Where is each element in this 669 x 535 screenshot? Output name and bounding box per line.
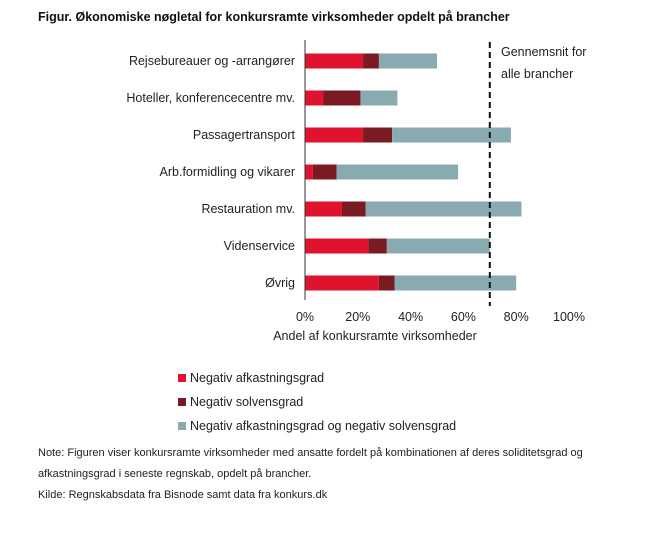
category-label: Hoteller, konferencecentre mv. [126, 91, 295, 105]
source-line: Kilde: Regnskabsdata fra Bisnode samt data fra konkurs.dk [38, 489, 328, 501]
note-line: afkastningsgrad i seneste regnskab, opdelt på brancher. [38, 468, 312, 480]
bar-segment-negativ-afkastningsgrad-og-negativ-solvensgrad [392, 128, 511, 143]
legend-item-both-negative [178, 414, 456, 438]
bar-segment-negativ-afkastningsgrad [305, 202, 342, 217]
x-tick-label: 60% [450, 310, 476, 324]
bar-segment-negativ-solvensgrad [368, 239, 386, 254]
x-tick-label: 20% [345, 310, 371, 324]
chart-legend [178, 366, 456, 438]
bar-segment-negativ-solvensgrad [379, 276, 395, 291]
bar-segment-negativ-afkastningsgrad [305, 128, 363, 143]
legend-item-negativ-afkastningsgrad [178, 366, 456, 390]
legend-swatch-red [178, 374, 186, 382]
x-tick-label: 40% [398, 310, 424, 324]
legend-swatch-teal [178, 422, 186, 430]
chart-title: Figur. Økonomiske nøgletal for konkursramte virksomheder opdelt på brancher [38, 10, 510, 24]
x-tick-label: 0% [295, 310, 315, 324]
category-label: Arb.formidling og vikarer [159, 165, 295, 179]
reference-label-line2: alle brancher [501, 67, 574, 81]
legend-label: Negativ afkastningsgrad og negativ solvensgrad [190, 419, 457, 433]
category-label: Restauration mv. [201, 202, 295, 216]
legend-item-negativ-solvensgrad [178, 390, 456, 414]
bar-segment-negativ-afkastningsgrad [305, 165, 313, 180]
note-line: Note: Figuren viser konkursramte virksomheder med ansatte fordelt på kombinationen af deres soliditetsgrad og [38, 447, 583, 459]
bar-segment-negativ-afkastningsgrad [305, 54, 363, 69]
bar-segment-negativ-afkastningsgrad [305, 239, 368, 254]
bar-segment-negativ-afkastningsgrad-og-negativ-solvensgrad [337, 165, 458, 180]
bar-segment-negativ-afkastningsgrad-og-negativ-solvensgrad [360, 91, 397, 106]
bar-segment-negativ-solvensgrad [323, 91, 360, 106]
bar-segment-negativ-solvensgrad [363, 54, 379, 69]
bar-segment-negativ-afkastningsgrad-og-negativ-solvensgrad [395, 276, 516, 291]
notes-block [38, 443, 638, 506]
legend-label: Negativ afkastningsgrad [190, 371, 325, 385]
category-label: Passagertransport [192, 128, 295, 142]
bar-segment-negativ-afkastningsgrad-og-negativ-solvensgrad [387, 239, 490, 254]
x-axis-title: Andel af konkursramte virksomheder [273, 329, 477, 343]
bar-segment-negativ-afkastningsgrad-og-negativ-solvensgrad [366, 202, 522, 217]
x-tick-labels [296, 310, 585, 324]
category-label: Rejsebureauer og -arrangører [128, 54, 295, 68]
category-labels [126, 54, 295, 290]
legend-label: Negativ solvensgrad [190, 395, 304, 409]
bar-segment-negativ-afkastningsgrad [305, 276, 379, 291]
bar-segment-negativ-solvensgrad [363, 128, 392, 143]
x-tick-label: 100% [553, 310, 585, 324]
bar-segment-negativ-solvensgrad [313, 165, 337, 180]
bar-segment-negativ-afkastningsgrad [305, 91, 323, 106]
x-tick-label: 80% [503, 310, 529, 324]
reference-label-line1: Gennemsnit for [501, 45, 587, 59]
category-label: Øvrig [265, 276, 295, 290]
category-label: Videnservice [223, 239, 295, 253]
bar-segment-negativ-afkastningsgrad-og-negativ-solvensgrad [379, 54, 437, 69]
bar-segment-negativ-solvensgrad [342, 202, 366, 217]
legend-swatch-darkred [178, 398, 186, 406]
